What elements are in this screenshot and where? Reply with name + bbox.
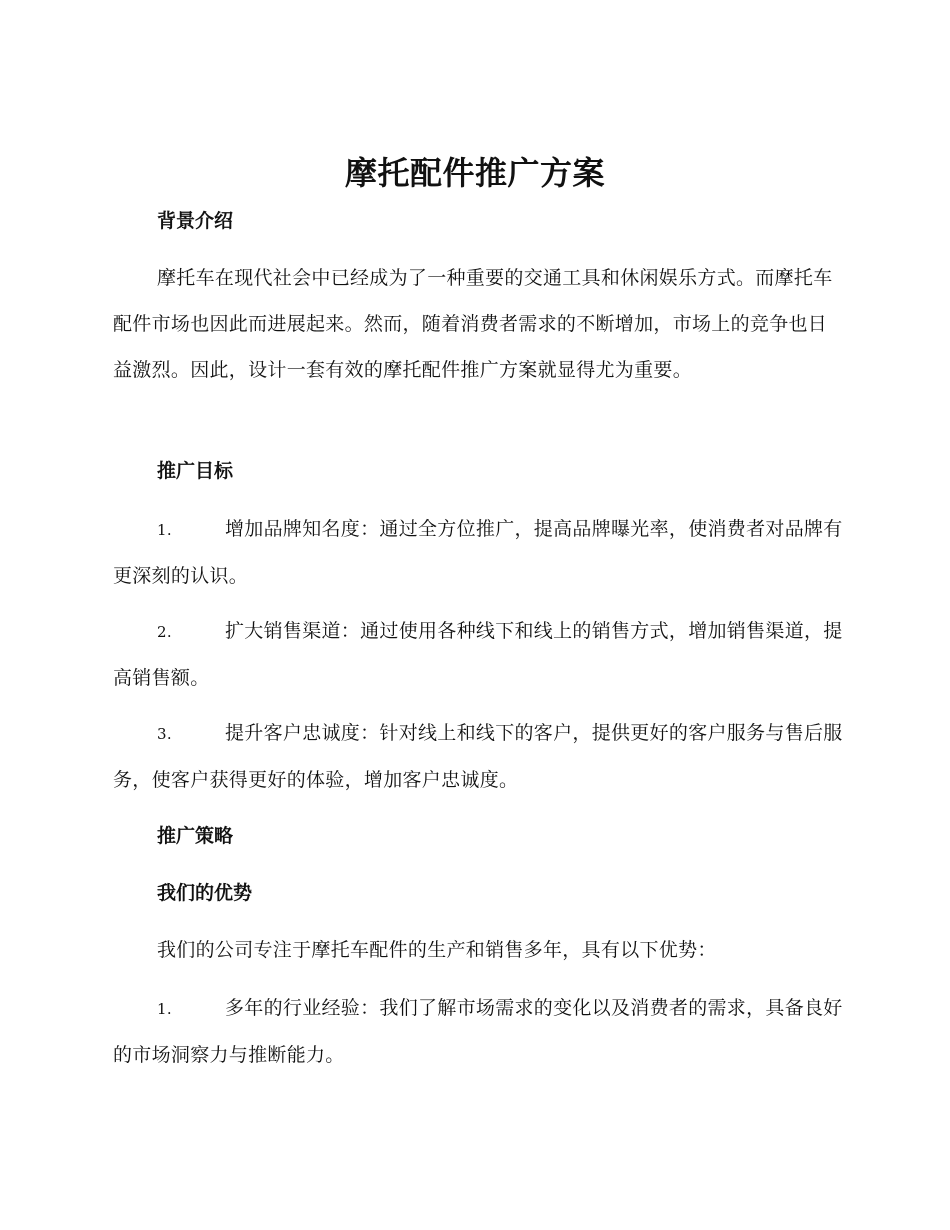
list-number: 2. xyxy=(157,623,172,641)
background-paragraph: 摩托车在现代社会中已经成为了一种重要的交通工具和休闲娱乐方式。而摩托车配件市场也因此而进展起来。然而，随着消费者需求的不断增加，市场上的竞争也日益激烈。因此，设计一套有效的摩托配件推广方案就显得尤为重要。 xyxy=(113,267,833,381)
advantage-item-1 xyxy=(113,985,843,1078)
goal-item-1 xyxy=(113,506,843,599)
list-item-text: 多年的行业经验：我们了解市场需求的变化以及消费者的需求，具备良好的市场洞察力与推断能力。 xyxy=(113,997,843,1066)
document-title: 摩托配件推广方案 xyxy=(344,154,605,192)
list-number: 3. xyxy=(157,725,172,743)
section-heading-goals: 推广目标 xyxy=(157,460,234,482)
section-heading-advantages: 我们的优势 xyxy=(157,882,253,904)
goal-item-3 xyxy=(113,710,843,803)
section-heading-strategy: 推广策略 xyxy=(157,825,234,847)
goal-item-2 xyxy=(113,608,843,701)
list-item-text: 增加品牌知名度：通过全方位推广，提高品牌曝光率，使消费者对品牌有更深刻的认识。 xyxy=(113,518,843,587)
list-number: 1. xyxy=(157,1000,172,1018)
advantages-intro: 我们的公司专注于摩托车配件的生产和销售多年，具有以下优势： xyxy=(157,939,717,961)
list-number: 1. xyxy=(157,521,172,539)
list-item-text: 提升客户忠诚度：针对线上和线下的客户，提供更好的客户服务与售后服务，使客户获得更好的体验，增加客户忠诚度。 xyxy=(113,722,843,791)
list-item-text: 扩大销售渠道：通过使用各种线下和线上的销售方式，增加销售渠道，提高销售额。 xyxy=(113,620,843,689)
section-heading-background: 背景介绍 xyxy=(157,210,234,232)
